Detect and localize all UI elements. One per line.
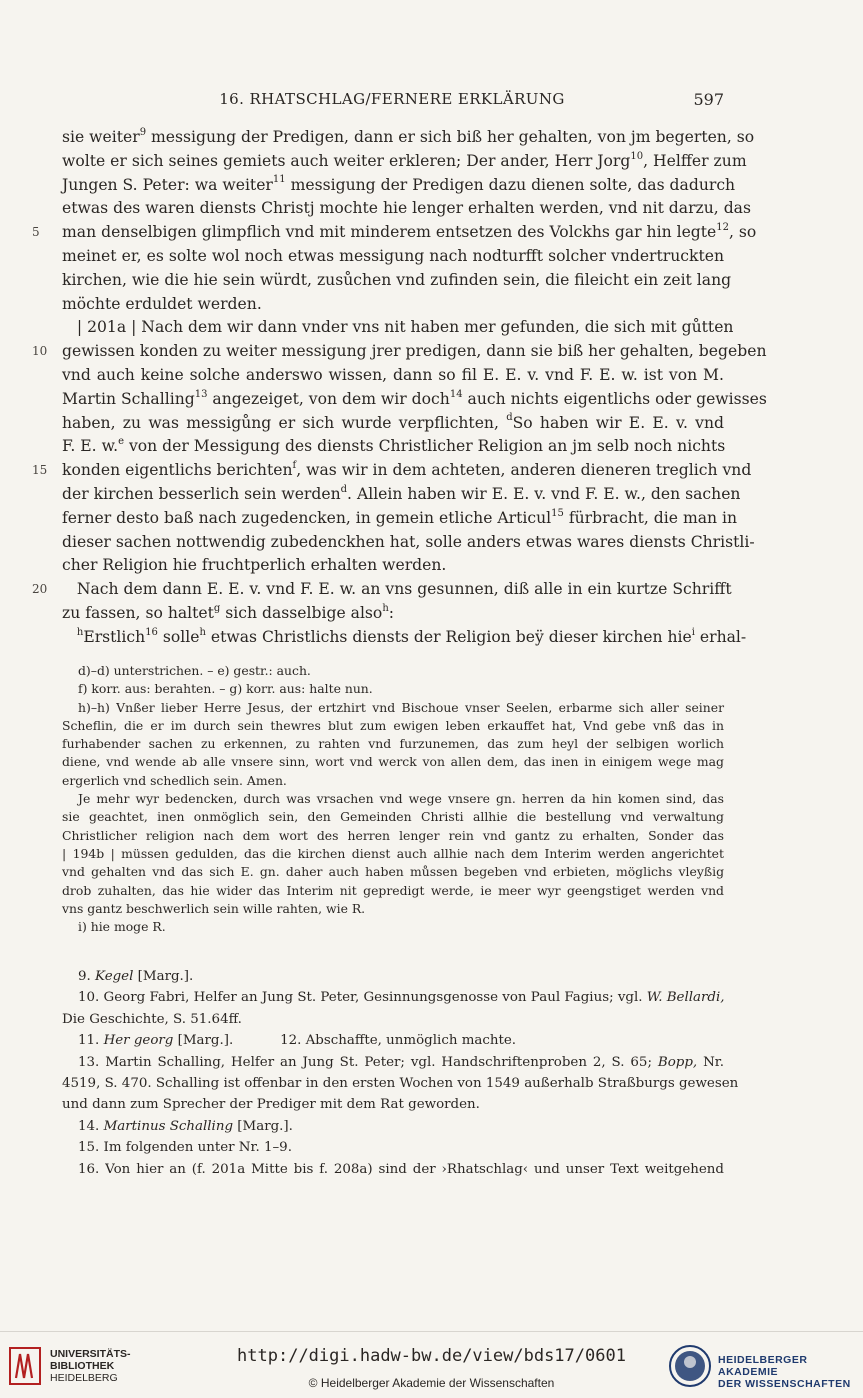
apparatus-line: Je mehr wyr bedencken, durch was vrsachen vnd wege vnsere gn. herren da hin komen sind, das [78, 791, 724, 807]
text-line: $^h$Erstlich$^{16}$ solle$^h$ etwas Christlichs diensts der Religion beÿ dieser kirchen hie$^i$ erhal- [76, 626, 747, 646]
footnote-line: 9. Kegel [Marg.]. [78, 969, 194, 984]
text-line: meinet er, es solte wol noch etwas messigung nach nodturfft solcher vndertruckten [62, 246, 724, 265]
text-line: wolte er sich seines gemiets auch weiter erkleren; Der ander, Herr Jorg$^{10}$, Helffer zum [62, 150, 747, 170]
footnote-line: 13. Martin Schalling, Helfer an Jung St. Peter; vgl. Handschriftenproben 2, S. 65; Bopp, Nr. [78, 1054, 724, 1070]
academy-name: HEIDELBERGER AKADEMIE DER WISSENSCHAFTEN [718, 1354, 851, 1390]
text-line: haben, zu was messigůng er sich wurde verpflichten, $^d$So haben wir E. E. v. vnd [62, 412, 724, 432]
text-line: ferner desto baß nach zugedencken, in gemein etliche Articul$^{15}$ fürbracht, die man in [62, 507, 738, 527]
apparatus-line: Scheflin, die er im durch sein thewres blut zum ewigen leben erkauffet hat, Vnd gebe vnß das in [62, 717, 724, 733]
text-line: Martin Schalling$^{13}$ angezeiget, von dem wir doch$^{14}$ auch nichts eigentlichs oder gewisses [62, 388, 767, 408]
text-line: 10 gewissen konden zu weiter messigung jrer predigen, dann sie biß her gehalten, begeben [62, 340, 724, 364]
apparatus-line: Christlicher religion nach dem wort des herren lenger rein vnd gantz zu erhalten, Sonder das [62, 827, 724, 843]
footnote-line: 15. Im folgenden unter Nr. 1–9. [78, 1140, 292, 1156]
main-text [32, 126, 767, 650]
text-line: sie weiter$^9$ messigung der Predigen, dann er sich biß her gehalten, von jm begerten, so [62, 126, 755, 146]
text-line: vnd auch keine solche anderswo wissen, dann so fil E. E. v. vnd F. E. w. ist von M. [62, 365, 724, 384]
text-line: der kirchen besserlich sein werden$^d$. Allein haben wir E. E. v. vnd F. E. w., den sachen [62, 483, 741, 503]
line-number: 10 [32, 344, 48, 359]
apparatus-line: h)–h) Vnßer lieber Herre Jesus, der ertzhirt vnd Bischoue vnser Seelen, erbarme sich aller seiner [78, 699, 724, 715]
footnote-line: 16. Von hier an (f. 201a Mitte bis f. 208a) sind der ›Rhatschlag‹ und unser Text weitgehend [78, 1161, 724, 1177]
digital-url-link[interactable]: http://digi.hadw-bw.de/view/bds17/0601 [237, 1346, 626, 1366]
apparatus-line: diene, vnd wende ab alle vnsere sinn, wort vnd werck von allen dem, das inen in einigem wege mag [62, 754, 724, 770]
text-line: | 201a | Nach dem wir dann vnder vns nit haben mer gefunden, die sich mit gůtten [62, 318, 734, 337]
apparatus-line: ergerlich vnd schedlich sein. Amen. [62, 772, 287, 788]
footnote-line: 14. Martinus Schalling [Marg.]. [78, 1118, 293, 1134]
apparatus-line: d)–d) unterstrichen. – e) gestr.: auch. [78, 663, 311, 678]
footnote-line: Die Geschichte, S. 51.64ff. [62, 1011, 242, 1027]
text-line: F. E. w.$^e$ von der Messigung des diensts Christlicher Religion an jm selb noch nichts [62, 436, 726, 456]
line-number: 5 [32, 225, 40, 240]
text-line: möchte erduldet werden. [62, 294, 262, 313]
running-head [60, 90, 724, 112]
text-line: kirchen, wie die hie sein würdt, zusůchen vnd zufinden sein, die fileicht ein zeit lang [62, 270, 732, 289]
chapter-title: 16. RHATSCHLAG/FERNERE ERKLÄRUNG [219, 90, 565, 108]
footnotes [62, 966, 739, 1180]
line-number: 15 [32, 463, 48, 478]
footnote-line: 4519, S. 470. Schalling ist offenbar in den ersten Wochen von 1549 außerhalb Straßburgs gewesen [62, 1075, 739, 1091]
page-number: 597 [693, 90, 724, 109]
footnote-line: 10. Georg Fabri, Helfer an Jung St. Peter, Gesinnungsgenosse von Paul Fagius; vgl. W. Bellardi, [78, 990, 725, 1006]
text-line: 20 Nach dem dann E. E. v. vnd F. E. w. an vns gesunnen, diß alle in ein kurtze Schrifft [62, 578, 724, 602]
footer-bar [0, 1331, 863, 1398]
apparatus-line: vnd gehalten vnd das sich E. gn. daher auch haben můssen begeben vnd erbieten, möglichs vleyßig [62, 864, 724, 880]
text-line: zu fassen, so haltet$^g$ sich dasselbige also$^h$: [62, 602, 395, 622]
text-line: 15 konden eigentlichs berichten$^f$, was wir in dem achteten, anderen dieneren treglich vnd [62, 459, 724, 483]
academy-seal-icon [668, 1344, 712, 1388]
apparatus-line: furhabender sachen zu erkennen, zu rahten vnd furzunemen, das zum heyl der selbigen worlich [62, 736, 724, 752]
apparatus-line: sie geachtet, inen onmöglich sein, den Gemeinden Christi allhie die bestellung vnd verwaltung [62, 809, 724, 825]
text-line: 5 man denselbigen glimpflich vnd mit minderem entsetzen des Volckhs gar hin legte$^{12}$, so [62, 221, 724, 245]
footnote-line: und dann zum Sprecher der Prediger mit dem Rat geworden. [62, 1097, 480, 1113]
apparatus-line: i) hie moge R. [78, 919, 166, 935]
apparatus-line: vns gantz beschwerlich sein wille rahten, wie R. [62, 900, 366, 916]
text-line: Jungen S. Peter: wa weiter$^{11}$ messigung der Predigen dazu dienen solte, das dadurch [62, 174, 736, 194]
copyright-notice: © Heidelberger Akademie der Wissenschaften [308, 1376, 555, 1390]
university-library-name: UNIVERSITÄTS- BIBLIOTHEK HEIDELBERG [50, 1348, 131, 1384]
apparatus-line: f) korr. aus: berahten. – g) korr. aus: halte nun. [78, 681, 373, 697]
footnote-line: 11. Her georg [Marg.]. 12. Abschaffte, unmöglich machte. [78, 1033, 517, 1049]
text-line: dieser sachen nottwendig zubedenckhen hat, solle anders etwas wares diensts Christli- [62, 532, 755, 551]
apparatus-line: drob zuhalten, das hie wider das Interim nit gepredigt werde, ie meer wyr geengstiget werden vnd [62, 882, 724, 898]
critical-apparatus [62, 662, 724, 936]
apparatus-line: | 194b | müssen gedulden, das die kirchen dienst auch allhie nach dem Interim werden angerichtet [62, 845, 724, 861]
line-number: 20 [32, 582, 48, 597]
text-line: cher Religion hie fruchtperlich erhalten werden. [62, 556, 447, 575]
text-line: etwas des waren diensts Christj mochte hie lenger erhalten werden, vnd nit darzu, das [62, 199, 751, 218]
